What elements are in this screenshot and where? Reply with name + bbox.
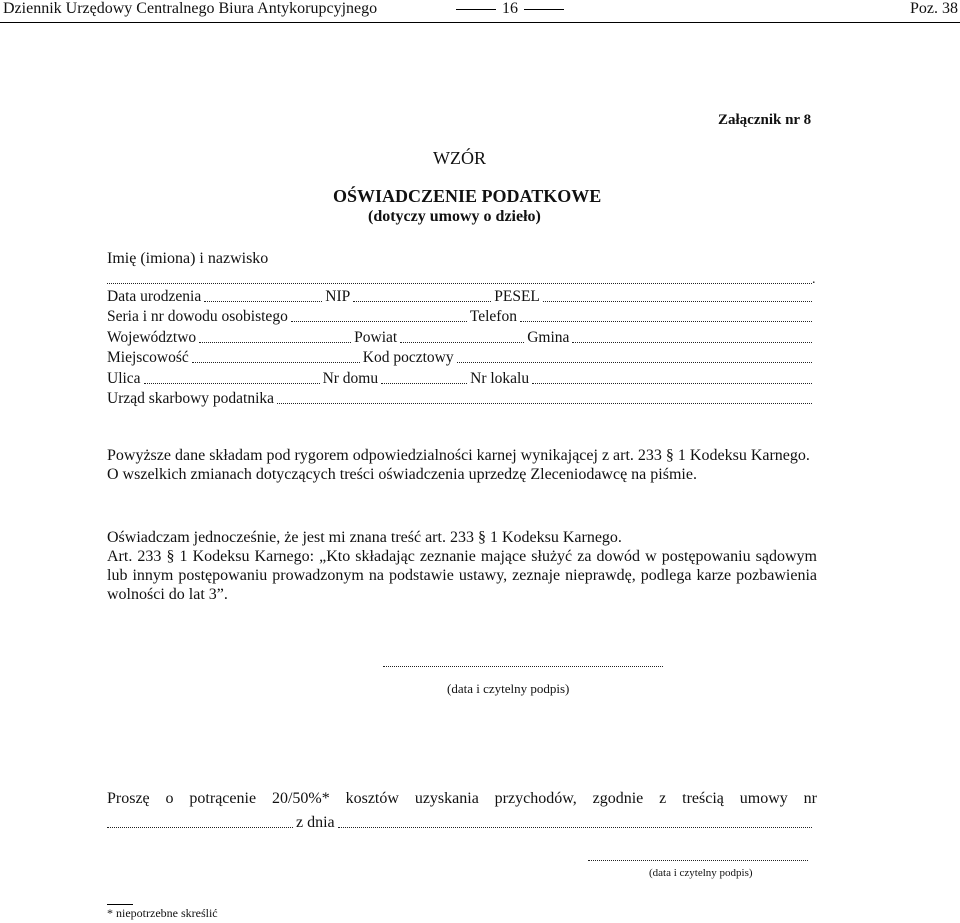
liability-statement	[107, 446, 817, 484]
voivodeship-field	[199, 342, 351, 343]
apartment-no-label: Nr lokalu	[470, 370, 530, 387]
street-field	[144, 383, 320, 384]
journal-title: Dziennik Urzędowy Centralnego Biura Antykorupcyjnego	[3, 0, 378, 17]
row-tax-office	[107, 388, 812, 408]
row-birth-nip-pesel	[107, 286, 812, 306]
birth-date-label: Data urodzenia	[107, 288, 202, 305]
id-series-label: Seria i nr dowodu osobistego	[107, 308, 288, 325]
signature-line-2	[588, 860, 808, 861]
attachment-label: Załącznik nr 8	[718, 112, 812, 128]
county-label: Powiat	[354, 329, 398, 346]
row-address	[107, 368, 812, 388]
name-label: Imię (imiona) i nazwisko	[107, 250, 269, 267]
apartment-no-field	[532, 383, 812, 384]
birth-date-field	[204, 301, 322, 302]
statement-awareness: Oświadczam jednocześnie, że jest mi znana treść art. 233 § 1 Kodeksu Karnego.	[107, 529, 622, 546]
contract-date-row	[107, 812, 812, 832]
footnote: * niepotrzebne skreślić	[107, 906, 218, 920]
tax-office-label: Urząd skarbowy podatnika	[107, 390, 275, 407]
footnote-rule	[107, 904, 133, 905]
name-field-end-mark: .	[812, 272, 816, 287]
signature-caption: (data i czytelny podpis)	[447, 681, 570, 696]
street-label: Ulica	[107, 370, 141, 387]
pesel-field	[543, 301, 812, 302]
template-label: WZÓR	[433, 148, 486, 168]
row-region	[107, 327, 812, 347]
cost-deduction-request: Proszę o potrącenie 20/50%* kosztów uzyskania przychodów, zgodnie z treścią umowy nr	[107, 790, 817, 807]
locality-label: Miejscowość	[107, 349, 189, 366]
voivodeship-label: Województwo	[107, 329, 197, 346]
penal-code-statement	[107, 528, 817, 604]
document-subtitle: (dotyczy umowy o dzieło)	[368, 208, 541, 225]
postal-code-label: Kod pocztowy	[362, 349, 454, 366]
page-header	[0, 0, 960, 23]
postal-code-field	[457, 362, 812, 363]
page-number: 16	[450, 0, 570, 18]
position-number: Poz. 38	[910, 0, 958, 17]
commune-label: Gmina	[527, 329, 570, 346]
pesel-label: PESEL	[494, 288, 540, 305]
county-field	[400, 342, 524, 343]
house-no-field	[381, 383, 467, 384]
row-id-phone	[107, 306, 812, 326]
signature-line	[383, 666, 663, 667]
commune-field	[572, 342, 812, 343]
statement-changes: O wszelkich zmianach dotyczących treści oświadczenia uprzedzę Zleceniodawcę na piśmie.	[107, 466, 697, 483]
contract-number-field	[107, 827, 293, 828]
phone-field	[520, 321, 812, 322]
date-label: z dnia	[296, 814, 335, 831]
id-series-field	[291, 321, 467, 322]
name-field-line	[107, 283, 812, 284]
house-no-label: Nr domu	[322, 370, 379, 387]
row-locality	[107, 347, 812, 367]
document-title: OŚWIADCZENIE PODATKOWE	[333, 186, 602, 206]
nip-field	[353, 301, 491, 302]
contract-date-field	[338, 827, 812, 828]
statement-article: Art. 233 § 1 Kodeksu Karnego: „Kto składając zeznanie mające służyć za dowód w postępowaniu sądowym lub innym postępowaniu prowadzonym na podstawie ustawy, zeznaje nieprawdę, podlega karze pozbawienia wolności do lat 3”.	[107, 548, 817, 603]
tax-office-field	[277, 403, 812, 404]
signature-caption-2: (data i czytelny podpis)	[649, 867, 753, 879]
locality-field	[192, 362, 360, 363]
phone-label: Telefon	[469, 308, 517, 325]
nip-label: NIP	[325, 288, 351, 305]
statement-liability: Powyższe dane składam pod rygorem odpowiedzialności karnej wynikającej z art. 233 § 1 Kodeksu Karnego.	[107, 447, 810, 464]
